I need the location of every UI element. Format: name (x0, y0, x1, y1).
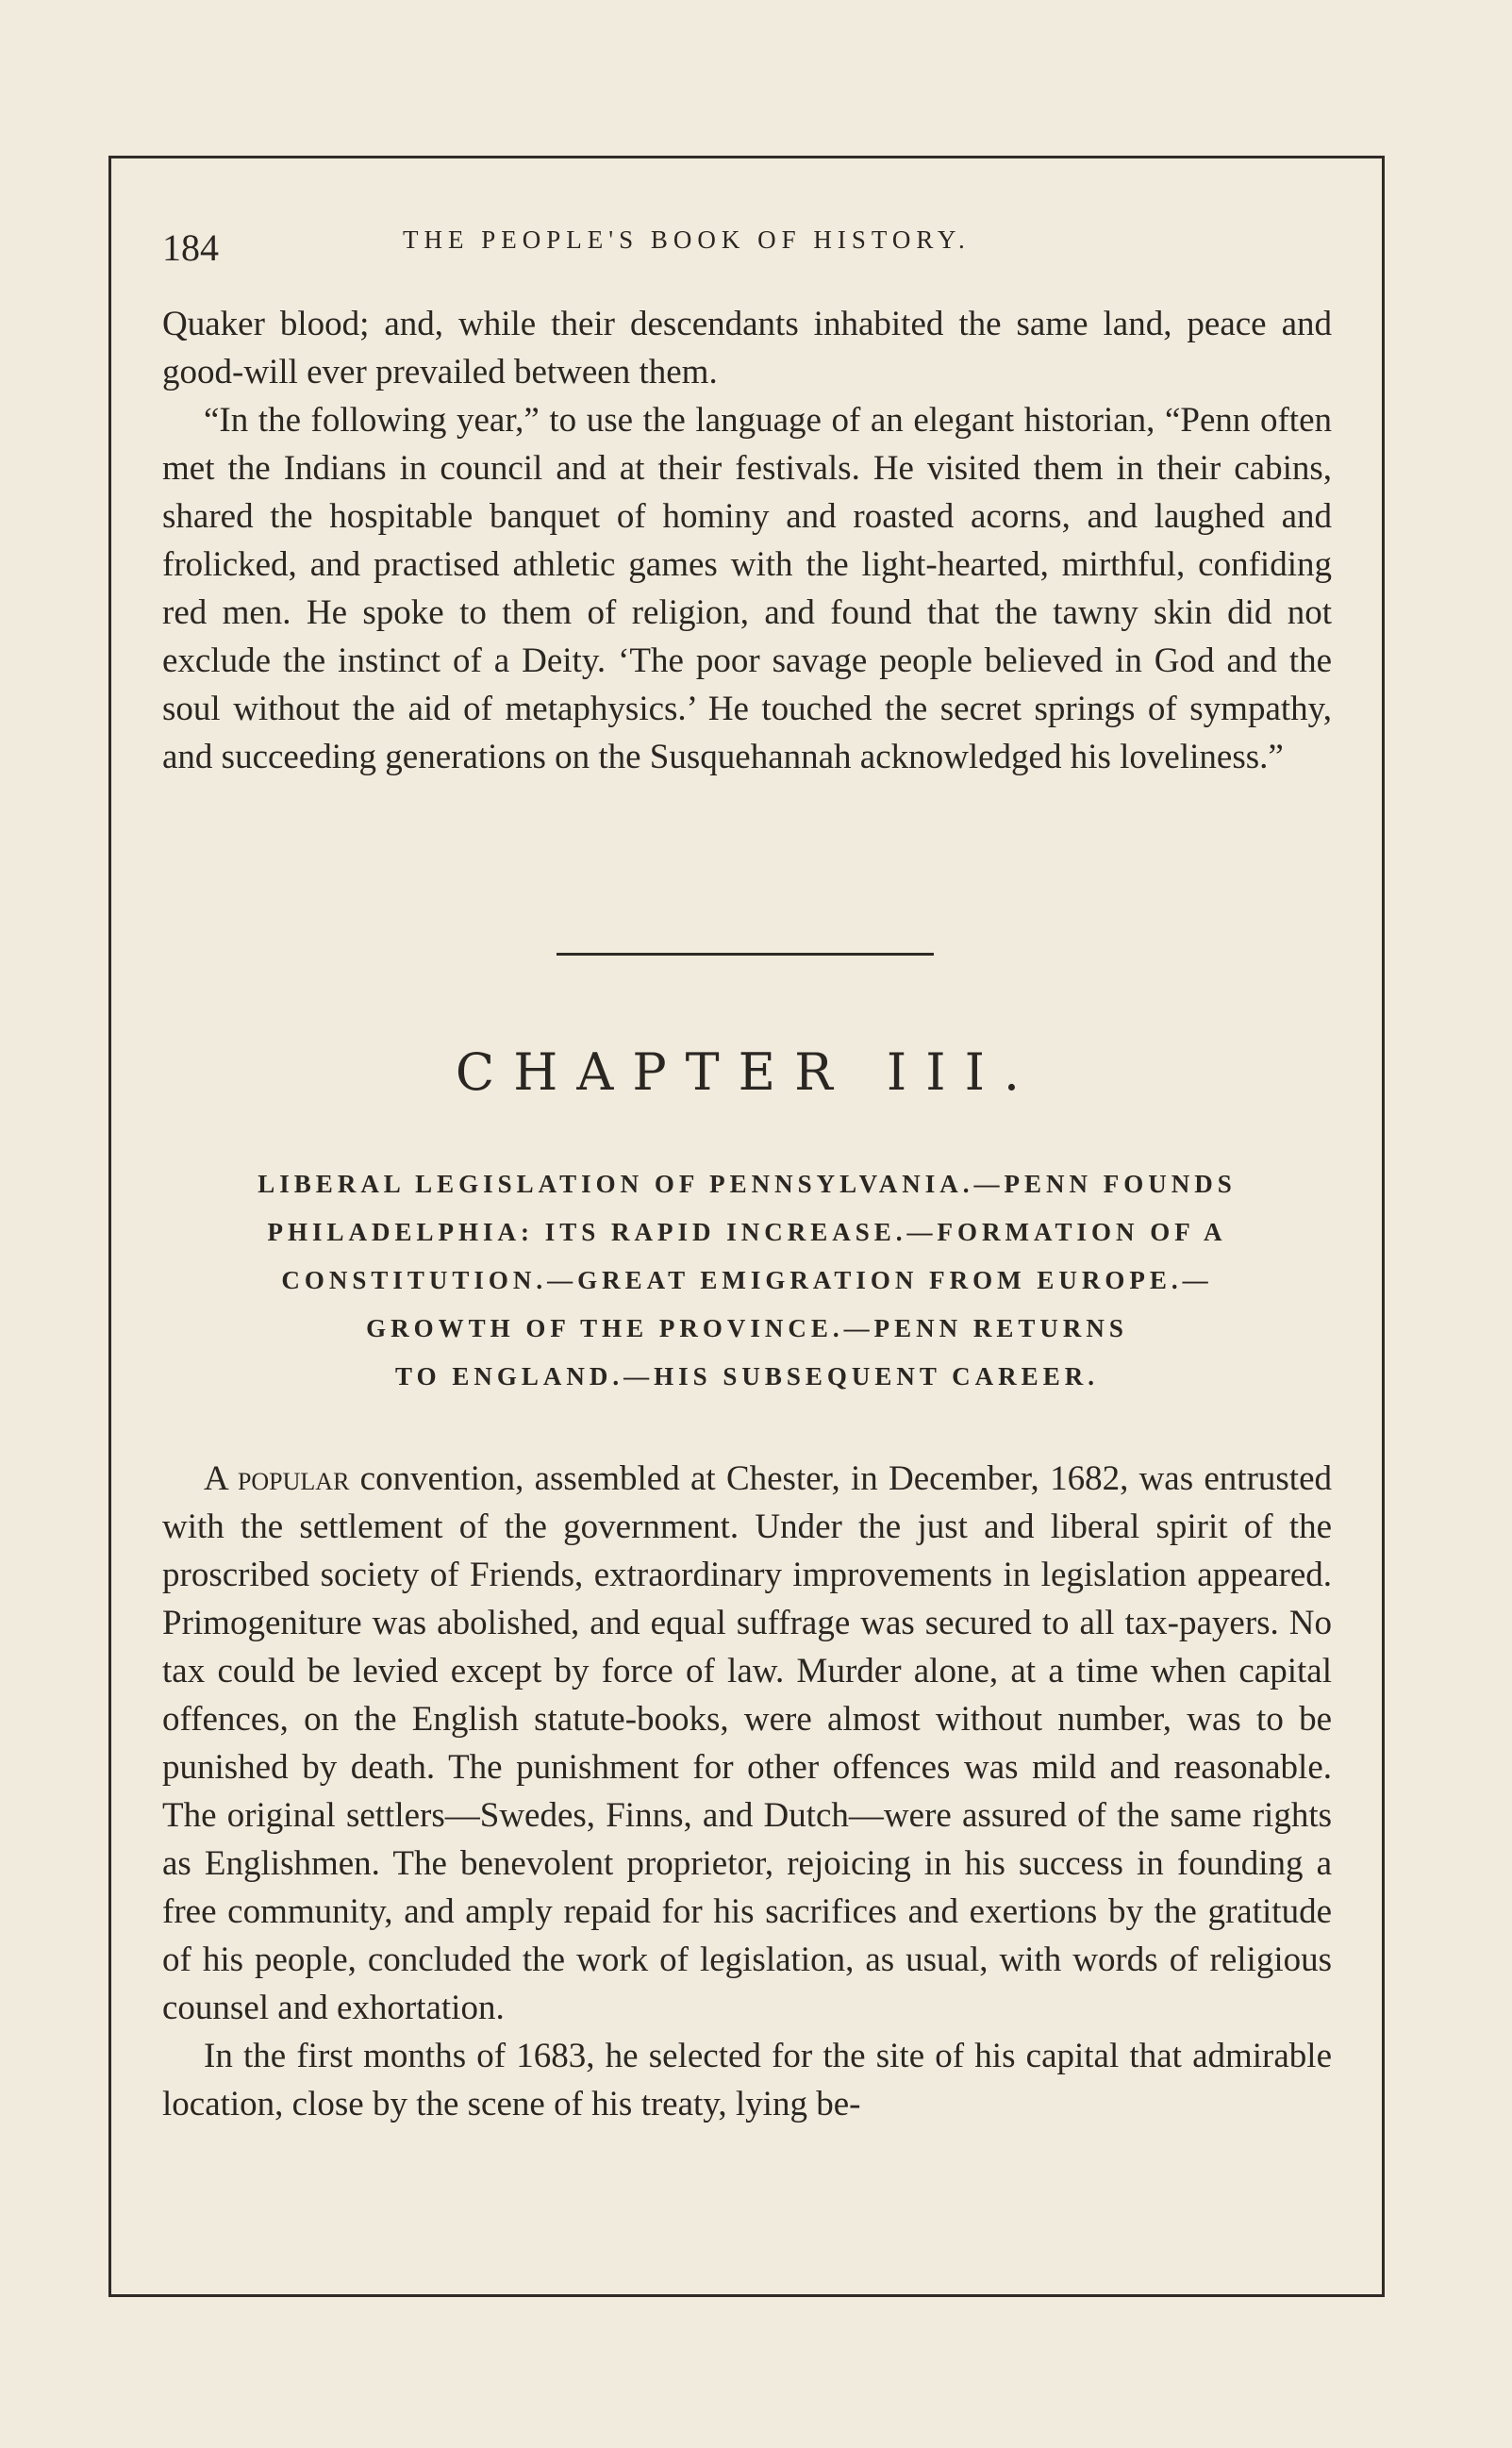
running-header (162, 212, 1332, 269)
paragraph-text: convention, assembled at Chester, in December, 1682, was entrusted with the settlement of the government. Under the just and liberal spirit of the proscribed society of Friends, extraordinary improvements in legislation appeared. Primogeniture was abolished, and equal suffrage was secured to all tax-payers. No tax could be levied except by force of law. Murder alone, at a time when capital offences, on the English statute-books, were almost without number, was to be punished by death. The punishment for other offences was mild and reasonable. The original settlers—Swedes, Finns, and Dutch—were assured of the same rights as Englishmen. The benevolent proprietor, rejoicing in his success in founding a free community, and amply repaid for his sacrifices and exertions by the gratitude of his people, concluded the work of legislation, as usual, with words of religious counsel and exhortation. (162, 1459, 1333, 2027)
synopsis-line: CONSTITUTION.—GREAT EMIGRATION FROM EUROPE.— (281, 1266, 1213, 1294)
synopsis-line: GROWTH OF THE PROVINCE.—PENN RETURNS (366, 1314, 1128, 1342)
synopsis-line: PHILADELPHIA: ITS RAPID INCREASE.—FORMATION OF A (267, 1218, 1227, 1246)
lead-in-caps: A popular (204, 1459, 350, 1498)
opening-text (162, 300, 1332, 781)
paragraph: Quaker blood; and, while their descendants inhabited the same land, peace and good-will ever prevailed between them. (162, 305, 1332, 391)
synopsis-line: TO ENGLAND.—HIS SUBSEQUENT CAREER. (395, 1362, 1099, 1391)
chapter-title: CHAPTER III. (455, 1042, 1039, 1102)
section-divider (557, 953, 934, 956)
running-title: THE PEOPLE'S BOOK OF HISTORY. (403, 225, 971, 254)
paragraph: “In the following year,” to use the language of an elegant historian, “Penn often met the Indians in council and at their festivals. He visited them in their cabins, shared the hospitable banquet of hominy and roasted acorns, and laughed and frolicked, and practised athletic games with the light-hearted, mirthful, confiding red men. He spoke to them of religion, and found that the tawny skin did not exclude the instinct of a Deity. ‘The poor savage people believed in God and the soul without the aid of metaphysics.’ He touched the secret springs of sympathy, and succeeding generations on the Susquehannah acknowledged his loveliness.” (162, 401, 1332, 776)
chapter-body (162, 1455, 1332, 2128)
page-number: 184 (162, 226, 219, 269)
synopsis-line: LIBERAL LEGISLATION OF PENNSYLVANIA.—PENN FOUNDS (258, 1170, 1237, 1198)
paragraph (162, 1455, 1332, 2032)
paragraph: In the first months of 1683, he selected for the site of his capital that admirable location, close by the scene of his treaty, lying be- (162, 2037, 1332, 2123)
chapter-synopsis (162, 1160, 1332, 1401)
